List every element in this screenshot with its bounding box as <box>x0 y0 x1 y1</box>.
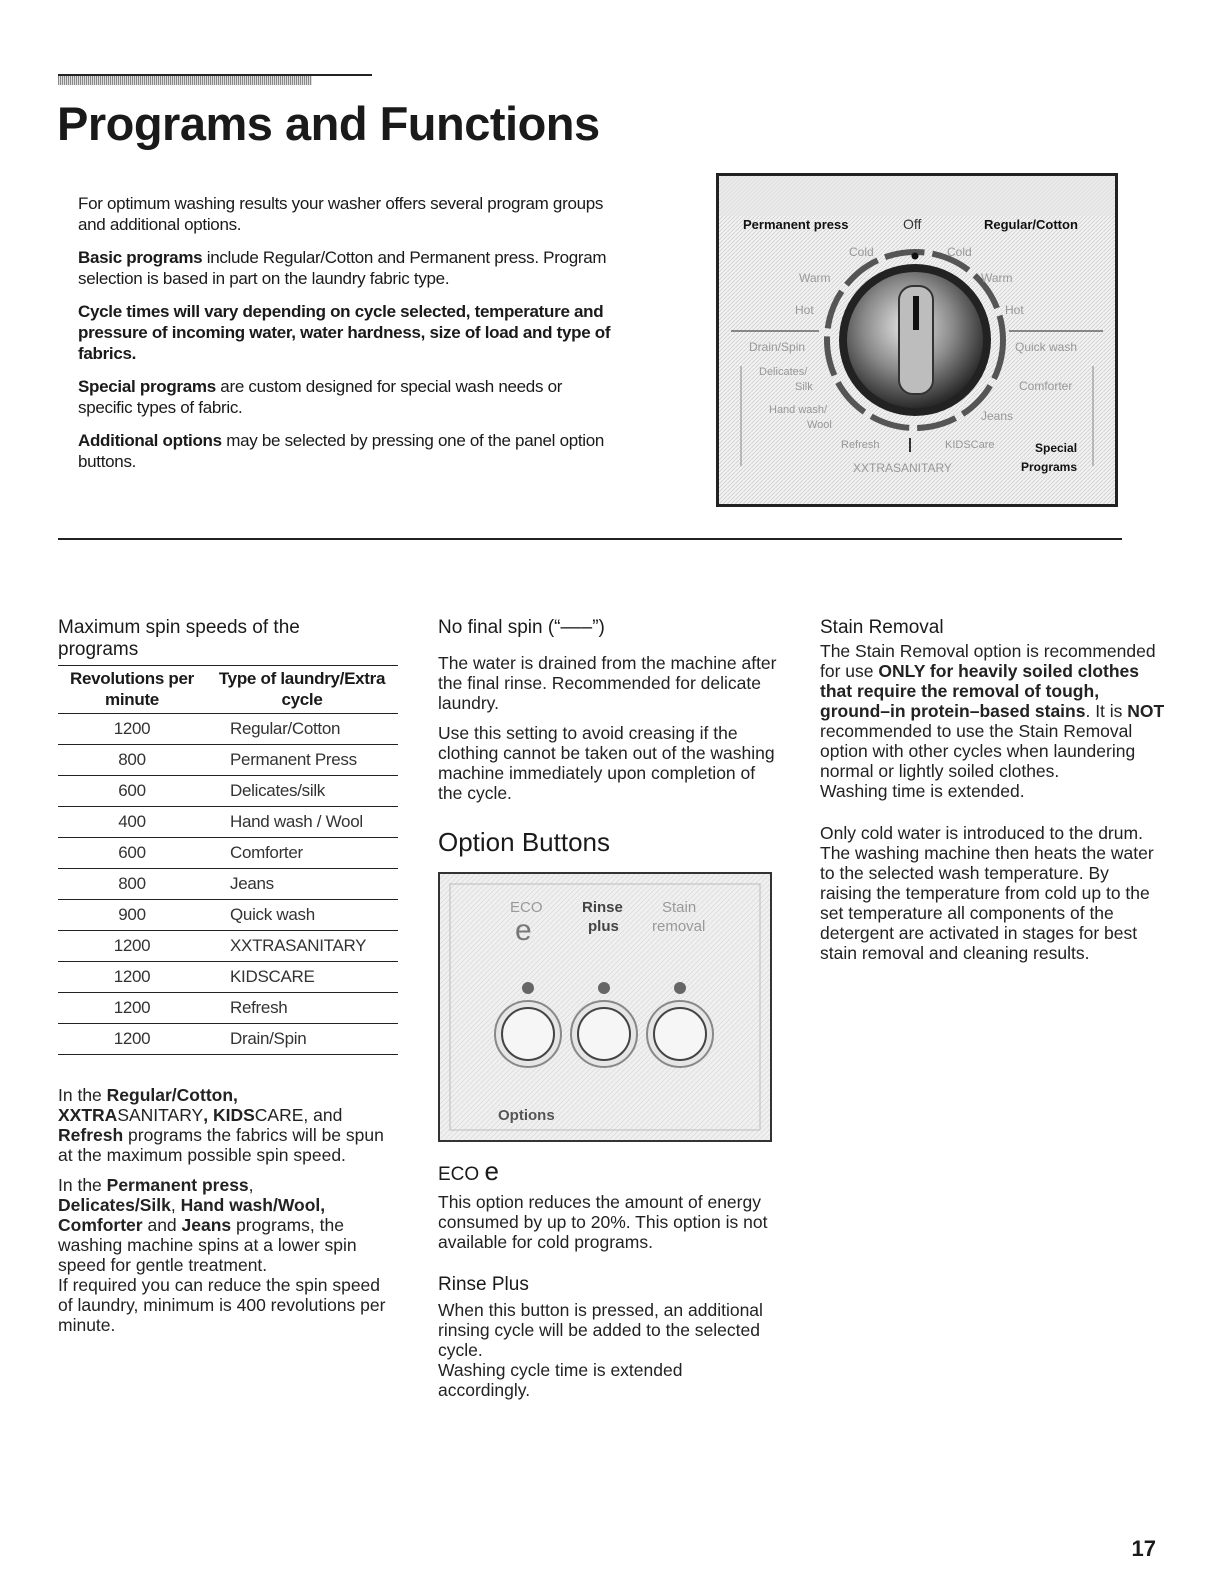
table-row <box>58 931 398 962</box>
spin-table-body <box>58 714 398 1055</box>
type-cell: Refresh <box>206 993 398 1024</box>
table-row <box>58 714 398 745</box>
table-row <box>58 838 398 869</box>
spin-note-b <box>58 1175 398 1275</box>
dial-label-warm-left: Warm <box>799 271 831 285</box>
table-row <box>58 1024 398 1055</box>
intro-p5-bold: Additional options <box>78 431 222 450</box>
dial-label-refresh: Refresh <box>841 439 880 451</box>
rpm-cell: 1200 <box>58 714 206 745</box>
eco-button[interactable] <box>495 1001 561 1067</box>
nofinal-p2: Use this setting to avoid creasing if the clothing cannot be taken out of the washing machine immediately upon completion of the cycle. <box>438 723 775 803</box>
spin-table-header <box>58 666 398 714</box>
program-dial-image <box>716 173 1118 507</box>
note-a-n3: CARE, and <box>254 1105 343 1125</box>
dial-label-xxtra: XXTRASANITARY <box>853 461 952 475</box>
table-row <box>58 807 398 838</box>
intro-p5-rest: may be selected by pressing one of the panel option buttons. <box>78 431 605 471</box>
stain-removal-button[interactable] <box>647 1001 713 1067</box>
type-cell: XXTRASANITARY <box>206 931 398 962</box>
stain-p1-a: The Stain Removal option is recommended for use <box>820 641 1156 681</box>
intro-p1: For optimum washing results your washer offers several program groups and additional options. <box>78 194 604 234</box>
intro-p3 <box>78 301 618 364</box>
stain-p1-c: . It is <box>1085 701 1128 721</box>
page-number: 17 <box>1131 1536 1156 1561</box>
spin-note-c: If required you can reduce the spin speed of laundry, minimum is 400 revolutions per minute. <box>58 1275 386 1335</box>
dial-label-delicates: Delicates/ <box>759 366 808 378</box>
rpm-cell: 800 <box>58 745 206 776</box>
column-spin-speeds <box>58 617 398 1345</box>
spin-col-type: Type of laundry/Extra cycle <box>206 666 398 714</box>
stain-p1-e: recommended to use the Stain Removal option with other cycles when laundering normal or lightly soiled clothes. <box>820 721 1136 781</box>
dial-label-drain: Drain/Spin <box>749 340 806 354</box>
table-row <box>58 745 398 776</box>
dial-label-kids: KIDSCare <box>945 439 995 451</box>
panel-options-label: Options <box>498 1107 555 1124</box>
rinse-p2: Washing cycle time is extended accordingly. <box>438 1360 683 1400</box>
header-rule <box>58 74 372 76</box>
panel-plus-label: plus <box>588 918 619 935</box>
intro-p2-bold: Basic programs <box>78 248 203 267</box>
dial-label-hand: Hand wash/ <box>769 404 828 416</box>
note-a-b2: XXTRA <box>58 1105 118 1125</box>
intro-p2-rest: include Regular/Cotton and Permanent press. Program selection is based in part on the laundry fabric type. <box>78 248 607 288</box>
eco-body <box>438 1192 778 1252</box>
note-a-n2: SANITARY <box>117 1105 204 1125</box>
type-cell: Regular/Cotton <box>206 714 398 745</box>
rpm-cell: 400 <box>58 807 206 838</box>
stain-p3: Only cold water is introduced to the drum. The washing machine then heats the water to the selected wash temperature. By raising the temperature from cold up to the set temperature all components of the detergent are activated in stages for best stain removal and cleaning results. <box>820 823 1154 963</box>
column-options <box>438 617 778 1410</box>
rinse-p1: When this button is pressed, an additional rinsing cycle will be added to the selected cycle. <box>438 1300 763 1360</box>
dial-label-silk: Silk <box>795 381 813 393</box>
note-b-b5: Jeans <box>181 1215 232 1235</box>
type-cell: Drain/Spin <box>206 1024 398 1055</box>
dial-label-jeans: Jeans <box>981 409 1014 423</box>
eco-heading-text: ECO <box>438 1164 480 1185</box>
rpm-cell: 600 <box>58 776 206 807</box>
type-cell: Delicates/silk <box>206 776 398 807</box>
intro-p4 <box>78 376 618 418</box>
note-b-b1: Permanent press <box>106 1175 249 1195</box>
dial-svg <box>719 176 1115 504</box>
rpm-cell: 1200 <box>58 931 206 962</box>
rpm-cell: 600 <box>58 838 206 869</box>
rpm-cell: 1200 <box>58 1024 206 1055</box>
dial-label-programs: Programs <box>1021 460 1078 474</box>
type-cell: Comforter <box>206 838 398 869</box>
note-b-and: and <box>142 1215 182 1235</box>
eco-symbol: e <box>484 1156 499 1186</box>
table-row <box>58 900 398 931</box>
type-cell: Permanent Press <box>206 745 398 776</box>
stain-body <box>820 641 1165 963</box>
dial-label-quick: Quick wash <box>1015 340 1078 354</box>
stain-heading: Stain Removal <box>820 617 944 638</box>
note-b-b3: Hand wash/Wool, <box>180 1195 326 1215</box>
dial-label-cold-right: Cold <box>947 245 972 259</box>
spin-note-a <box>58 1085 398 1165</box>
stain-p1-d: NOT <box>1127 701 1165 721</box>
rpm-cell: 900 <box>58 900 206 931</box>
panel-eco-label: ECO <box>510 899 543 916</box>
note-b-b4: Comforter <box>58 1215 143 1235</box>
dial-label-hot-left: Hot <box>795 303 814 317</box>
intro-p5 <box>78 430 618 472</box>
rpm-cell: 1200 <box>58 993 206 1024</box>
note-a-b1: Regular/Cotton, <box>106 1085 238 1105</box>
option-panel-image <box>438 872 772 1142</box>
table-row <box>58 962 398 993</box>
type-cell: Hand wash / Wool <box>206 807 398 838</box>
eco-p: This option reduces the amount of energy consumed by up to 20%. This option is not available for cold programs. <box>438 1192 768 1252</box>
panel-stain-label: Stain <box>662 899 697 916</box>
intro-text <box>78 193 618 484</box>
stain-p1-b: ONLY for heavily soiled clothes that require the removal of tough, ground–in protein–based stains <box>820 661 1140 721</box>
intro-p2 <box>78 247 618 289</box>
intro-p4-bold: Special programs <box>78 377 216 396</box>
table-row <box>58 776 398 807</box>
note-b-b2: Delicates/Silk <box>58 1195 171 1215</box>
rpm-cell: 1200 <box>58 962 206 993</box>
nofinal-heading: No final spin (“–––”) <box>438 617 605 638</box>
panel-removal-label: removal <box>652 918 706 935</box>
dial-label-off: Off <box>903 216 922 232</box>
stain-p1 <box>820 641 1165 781</box>
dial-label-special: Special <box>1035 441 1078 455</box>
spin-notes <box>58 1085 398 1335</box>
dial-label-comforter: Comforter <box>1019 379 1073 393</box>
page-title: Programs and Functions <box>57 97 600 150</box>
intro-p3-bold: Cycle times will vary depending on cycle selected, temperature and pressure of incoming water, water hardness, size of load and type of fabrics. <box>78 302 611 363</box>
dial-label-hot-right: Hot <box>1005 303 1024 317</box>
dial-label-regular: Regular/Cotton <box>984 217 1078 232</box>
section-divider <box>58 538 1122 540</box>
note-b-c2: , <box>170 1195 181 1215</box>
note-a-pre: In the <box>58 1085 107 1105</box>
panel-rinse-label: Rinse <box>582 899 623 916</box>
note-a-b4: Refresh <box>58 1125 124 1145</box>
option-panel-svg <box>440 874 770 1140</box>
spin-heading: Maximum spin speeds of the programs <box>58 617 300 660</box>
note-a-b3: , KIDS <box>203 1105 255 1125</box>
header-shade <box>58 76 312 85</box>
dial-label-wool: Wool <box>807 419 832 431</box>
column-stain-removal <box>820 617 1165 973</box>
note-b-c1: , <box>248 1175 254 1195</box>
eco-heading <box>438 1156 778 1186</box>
note-a-rest: programs the fabrics will be spun at the maximum possible spin speed. <box>58 1125 384 1165</box>
type-cell: Quick wash <box>206 900 398 931</box>
dial-label-permanent: Permanent press <box>743 217 849 232</box>
nofinal-body <box>438 653 778 803</box>
rinse-heading: Rinse Plus <box>438 1274 529 1295</box>
spin-table <box>58 665 398 1055</box>
type-cell: KIDSCARE <box>206 962 398 993</box>
options-heading: Option Buttons <box>438 827 610 857</box>
rinse-led <box>598 982 610 994</box>
note-b-pre: In the <box>58 1175 107 1195</box>
stain-led <box>674 982 686 994</box>
rpm-cell: 800 <box>58 869 206 900</box>
table-row <box>58 869 398 900</box>
panel-eco-symbol: e <box>515 914 532 947</box>
eco-led <box>522 982 534 994</box>
table-row <box>58 993 398 1024</box>
nofinal-p1: The water is drained from the machine after the final rinse. Recommended for delicate laundry. <box>438 653 777 713</box>
rinse-plus-button[interactable] <box>571 1001 637 1067</box>
spin-col-rpm: Revolutions per minute <box>58 666 206 714</box>
note-b-rest: programs, the washing machine spins at a lower spin speed for gentle treatment. <box>58 1215 357 1275</box>
intro-p4-rest: are custom designed for special wash needs or specific types of fabric. <box>78 377 563 417</box>
dial-label-cold-left: Cold <box>849 245 874 259</box>
dial-label-warm-right: Warm <box>981 271 1013 285</box>
stain-p2: Washing time is extended. <box>820 781 1025 801</box>
type-cell: Jeans <box>206 869 398 900</box>
rinse-body <box>438 1300 778 1400</box>
